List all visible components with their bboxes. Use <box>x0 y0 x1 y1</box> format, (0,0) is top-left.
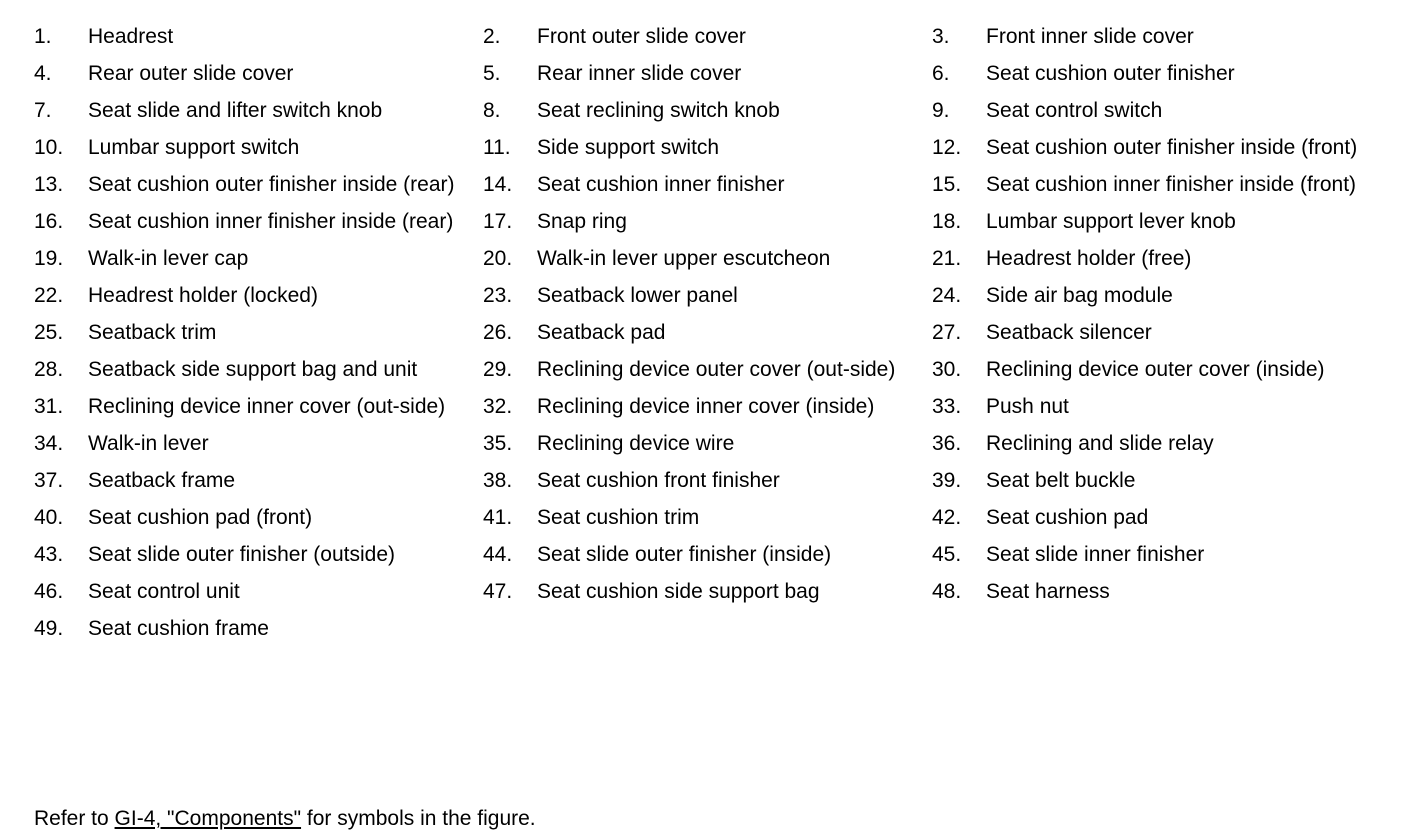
item-label: Seat cushion inner finisher inside (front) <box>986 173 1357 196</box>
item-label: Reclining device outer cover (out-side) <box>537 358 896 381</box>
legend-item <box>932 96 1402 125</box>
item-label: Reclining device inner cover (inside) <box>537 395 875 418</box>
legend-item <box>34 466 483 495</box>
item-label: Reclining device outer cover (inside) <box>986 358 1325 381</box>
item-number: 45. <box>932 543 962 566</box>
item-label: Front outer slide cover <box>537 25 746 48</box>
item-number: 20. <box>483 247 513 270</box>
item-label: Headrest <box>88 25 174 48</box>
item-number: 34. <box>34 432 64 455</box>
legend-item <box>34 392 483 421</box>
item-number: 46. <box>34 580 64 603</box>
legend-item <box>34 577 483 606</box>
legend-item <box>932 466 1402 495</box>
item-label: Seat control unit <box>88 580 240 603</box>
item-number: 4. <box>34 62 52 85</box>
item-number: 48. <box>932 580 962 603</box>
legend-item <box>483 207 932 236</box>
item-label: Seat cushion outer finisher inside (rear) <box>88 173 455 196</box>
item-number: 3. <box>932 25 950 48</box>
item-number: 7. <box>34 99 52 122</box>
legend-item <box>932 429 1402 458</box>
item-label: Headrest holder (free) <box>986 247 1192 270</box>
item-label: Reclining device inner cover (out-side) <box>88 395 446 418</box>
components-link[interactable]: GI-4, "Components" <box>114 807 302 830</box>
item-number: 5. <box>483 62 501 85</box>
item-number: 18. <box>932 210 962 233</box>
item-number: 6. <box>932 62 950 85</box>
item-number: 38. <box>483 469 513 492</box>
reference-prefix: Refer to <box>34 807 115 830</box>
legend-item <box>932 207 1402 236</box>
item-number: 30. <box>932 358 962 381</box>
item-number: 8. <box>483 99 501 122</box>
item-label: Walk-in lever upper escutcheon <box>537 247 831 270</box>
item-number: 43. <box>34 543 64 566</box>
legend-item <box>932 503 1402 532</box>
legend-item <box>483 540 932 569</box>
item-number: 49. <box>34 617 64 640</box>
item-number: 47. <box>483 580 513 603</box>
legend-item <box>483 466 932 495</box>
legend-item <box>34 503 483 532</box>
item-label: Seat cushion inner finisher <box>537 173 785 196</box>
item-label: Rear outer slide cover <box>88 62 294 85</box>
legend-item <box>932 170 1402 199</box>
legend-item <box>34 540 483 569</box>
item-number: 37. <box>34 469 64 492</box>
item-number: 31. <box>34 395 64 418</box>
item-label: Seatback pad <box>537 321 666 344</box>
item-number: 15. <box>932 173 962 196</box>
legend-item <box>34 59 483 88</box>
legend-item <box>34 133 483 162</box>
legend-item <box>34 22 483 51</box>
item-number: 26. <box>483 321 513 344</box>
item-number: 12. <box>932 136 962 159</box>
item-number: 19. <box>34 247 64 270</box>
legend-item <box>483 170 932 199</box>
legend-item <box>483 355 932 384</box>
legend-item <box>483 133 932 162</box>
item-number: 22. <box>34 284 64 307</box>
item-number: 35. <box>483 432 513 455</box>
legend-item <box>932 133 1402 162</box>
item-label: Walk-in lever cap <box>88 247 249 270</box>
legend-item <box>34 355 483 384</box>
item-label: Push nut <box>986 395 1069 418</box>
item-number: 27. <box>932 321 962 344</box>
item-number: 13. <box>34 173 64 196</box>
item-label: Seat cushion outer finisher inside (front) <box>986 136 1358 159</box>
item-number: 24. <box>932 284 962 307</box>
item-number: 14. <box>483 173 513 196</box>
item-label: Lumbar support lever knob <box>986 210 1236 233</box>
item-label: Seat cushion trim <box>537 506 700 529</box>
legend-item <box>34 207 483 236</box>
legend-item <box>34 281 483 310</box>
item-number: 11. <box>483 136 511 159</box>
legend-item <box>34 170 483 199</box>
item-label: Reclining device wire <box>537 432 735 455</box>
legend-item <box>932 355 1402 384</box>
item-number: 39. <box>932 469 962 492</box>
item-number: 41. <box>483 506 513 529</box>
item-number: 1. <box>34 25 52 48</box>
item-label: Walk-in lever <box>88 432 209 455</box>
legend-item <box>34 429 483 458</box>
legend-item <box>483 281 932 310</box>
item-label: Rear inner slide cover <box>537 62 742 85</box>
legend-item <box>34 96 483 125</box>
item-number: 17. <box>483 210 513 233</box>
item-label: Seat cushion frame <box>88 617 269 640</box>
item-label: Seat control switch <box>986 99 1163 122</box>
item-number: 10. <box>34 136 64 159</box>
item-number: 29. <box>483 358 513 381</box>
item-number: 9. <box>932 99 950 122</box>
legend-item <box>932 244 1402 273</box>
legend-item <box>932 22 1402 51</box>
item-number: 25. <box>34 321 64 344</box>
item-number: 21. <box>932 247 962 270</box>
item-number: 36. <box>932 432 962 455</box>
legend-item <box>34 614 483 643</box>
item-label: Seat harness <box>986 580 1110 603</box>
legend-item <box>483 318 932 347</box>
item-label: Side support switch <box>537 136 720 159</box>
item-label: Seatback frame <box>88 469 236 492</box>
legend-item <box>932 281 1402 310</box>
item-number: 16. <box>34 210 64 233</box>
item-number: 33. <box>932 395 962 418</box>
item-label: Seat slide outer finisher (inside) <box>537 543 832 566</box>
legend-item <box>932 392 1402 421</box>
item-label: Seat cushion pad <box>986 506 1149 529</box>
legend-item <box>483 22 932 51</box>
item-label: Reclining and slide relay <box>986 432 1214 455</box>
parts-legend <box>34 22 1402 643</box>
item-label: Seat slide and lifter switch knob <box>88 99 383 122</box>
item-label: Seat reclining switch knob <box>537 99 780 122</box>
reference-suffix: for symbols in the figure. <box>301 807 536 830</box>
legend-item <box>483 392 932 421</box>
legend-item <box>483 59 932 88</box>
item-label: Seat belt buckle <box>986 469 1136 492</box>
item-label: Seat slide outer finisher (outside) <box>88 543 395 566</box>
legend-item <box>483 577 932 606</box>
legend-item <box>932 540 1402 569</box>
item-label: Seat cushion inner finisher inside (rear) <box>88 210 454 233</box>
item-number: 44. <box>483 543 513 566</box>
legend-item <box>483 244 932 273</box>
item-number: 40. <box>34 506 64 529</box>
item-label: Lumbar support switch <box>88 136 300 159</box>
item-number: 32. <box>483 395 513 418</box>
legend-item <box>34 318 483 347</box>
item-label: Seatback silencer <box>986 321 1152 344</box>
item-label: Side air bag module <box>986 284 1173 307</box>
item-label: Seatback trim <box>88 321 217 344</box>
legend-item <box>932 577 1402 606</box>
item-label: Seat cushion outer finisher <box>986 62 1235 85</box>
item-label: Seatback side support bag and unit <box>88 358 418 381</box>
item-label: Seatback lower panel <box>537 284 738 307</box>
legend-item <box>483 503 932 532</box>
item-number: 28. <box>34 358 64 381</box>
legend-item <box>34 244 483 273</box>
legend-item <box>483 96 932 125</box>
item-label: Seat cushion side support bag <box>537 580 820 603</box>
legend-item <box>932 59 1402 88</box>
legend-item <box>932 318 1402 347</box>
item-label: Seat cushion front finisher <box>537 469 780 492</box>
item-label: Headrest holder (locked) <box>88 284 318 307</box>
item-label: Seat cushion pad (front) <box>88 506 313 529</box>
item-label: Seat slide inner finisher <box>986 543 1205 566</box>
reference-note <box>34 804 536 833</box>
item-number: 42. <box>932 506 962 529</box>
item-number: 2. <box>483 25 501 48</box>
item-label: Snap ring <box>537 210 627 233</box>
item-number: 23. <box>483 284 513 307</box>
legend-item <box>483 429 932 458</box>
item-label: Front inner slide cover <box>986 25 1194 48</box>
